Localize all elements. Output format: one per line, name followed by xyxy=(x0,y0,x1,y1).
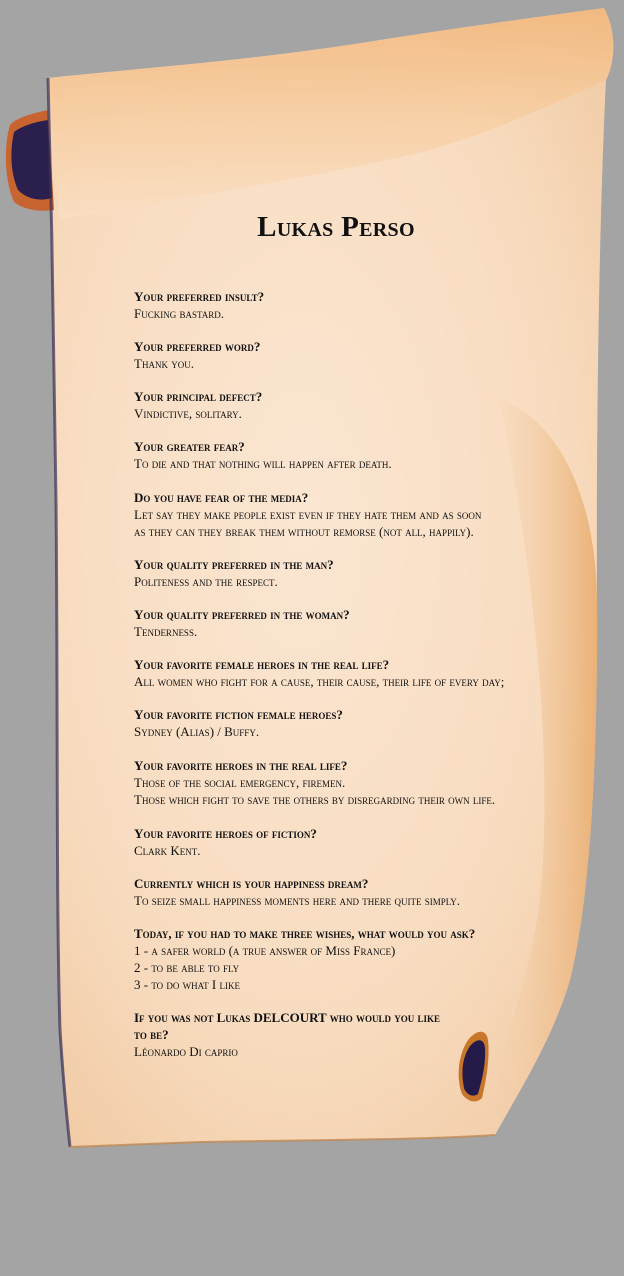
question-text: Do you have fear of the media? xyxy=(134,490,309,505)
qa-item xyxy=(134,606,554,640)
page-title: Lukas Perso xyxy=(257,211,415,243)
question-text: Your quality preferred in the man? xyxy=(134,557,334,572)
answer-text: To die and that nothing will happen after death. xyxy=(134,456,392,471)
qa-item xyxy=(134,556,554,590)
qa-item xyxy=(134,1009,554,1060)
question-text: Your preferred word? xyxy=(134,339,261,354)
answer-text: Sydney (Alias) / Buffy. xyxy=(134,724,260,739)
question-text: Your principal defect? xyxy=(134,389,263,404)
question-text: Your favorite fiction female heroes? xyxy=(134,707,343,722)
answer-text: Clark Kent. xyxy=(134,843,201,858)
question-text: Your favorite female heroes in the real life? xyxy=(134,657,390,672)
question-text: Currently which is your happiness dream? xyxy=(134,876,369,891)
question-text: Today, if you had to make three wishes, what would you ask? xyxy=(134,926,476,941)
qa-item xyxy=(134,388,554,422)
answer-text: Vindictive, solitary. xyxy=(134,406,242,421)
answer-text: To seize small happiness moments here and there quite simply. xyxy=(134,893,461,908)
qa-item xyxy=(134,706,554,740)
question-text: Your favorite heroes in the real life? xyxy=(134,758,348,773)
qa-item xyxy=(134,757,554,808)
qa-item xyxy=(134,438,554,472)
answer-text: 1 - a safer world (a true answer of Miss France) 2 - to be able to fly 3 - to do what I like xyxy=(134,943,396,992)
qa-item xyxy=(134,925,554,993)
answer-text: Politeness and the respect. xyxy=(134,574,278,589)
answer-text: Fucking bastard. xyxy=(134,306,225,321)
qa-item xyxy=(134,875,554,909)
question-text: If you was not Lukas DELCOURT who would you like to be? xyxy=(134,1010,440,1042)
answer-text: Thank you. xyxy=(134,356,194,371)
answer-text: Tenderness. xyxy=(134,624,198,639)
qa-item xyxy=(134,288,554,322)
question-text: Your preferred insult? xyxy=(134,289,265,304)
answer-text: Those of the social emergency, firemen. Those which fight to save the others by disregarding their own life. xyxy=(134,775,496,807)
question-text: Your quality preferred in the woman? xyxy=(134,607,350,622)
question-text: Your favorite heroes of fiction? xyxy=(134,826,317,841)
qa-item xyxy=(134,489,554,540)
qa-item xyxy=(134,656,554,690)
question-text: Your greater fear? xyxy=(134,439,245,454)
answer-text: All women who fight for a cause, their cause, their life of every day; xyxy=(134,674,505,689)
qa-item xyxy=(134,338,554,372)
interview-content xyxy=(134,211,554,1059)
answer-text: Let say they make people exist even if they hate them and as soon as they can they break them without remorse (not all, happily). xyxy=(134,507,482,539)
answer-text: Léonardo Di caprio xyxy=(134,1044,238,1059)
qa-item xyxy=(134,825,554,859)
